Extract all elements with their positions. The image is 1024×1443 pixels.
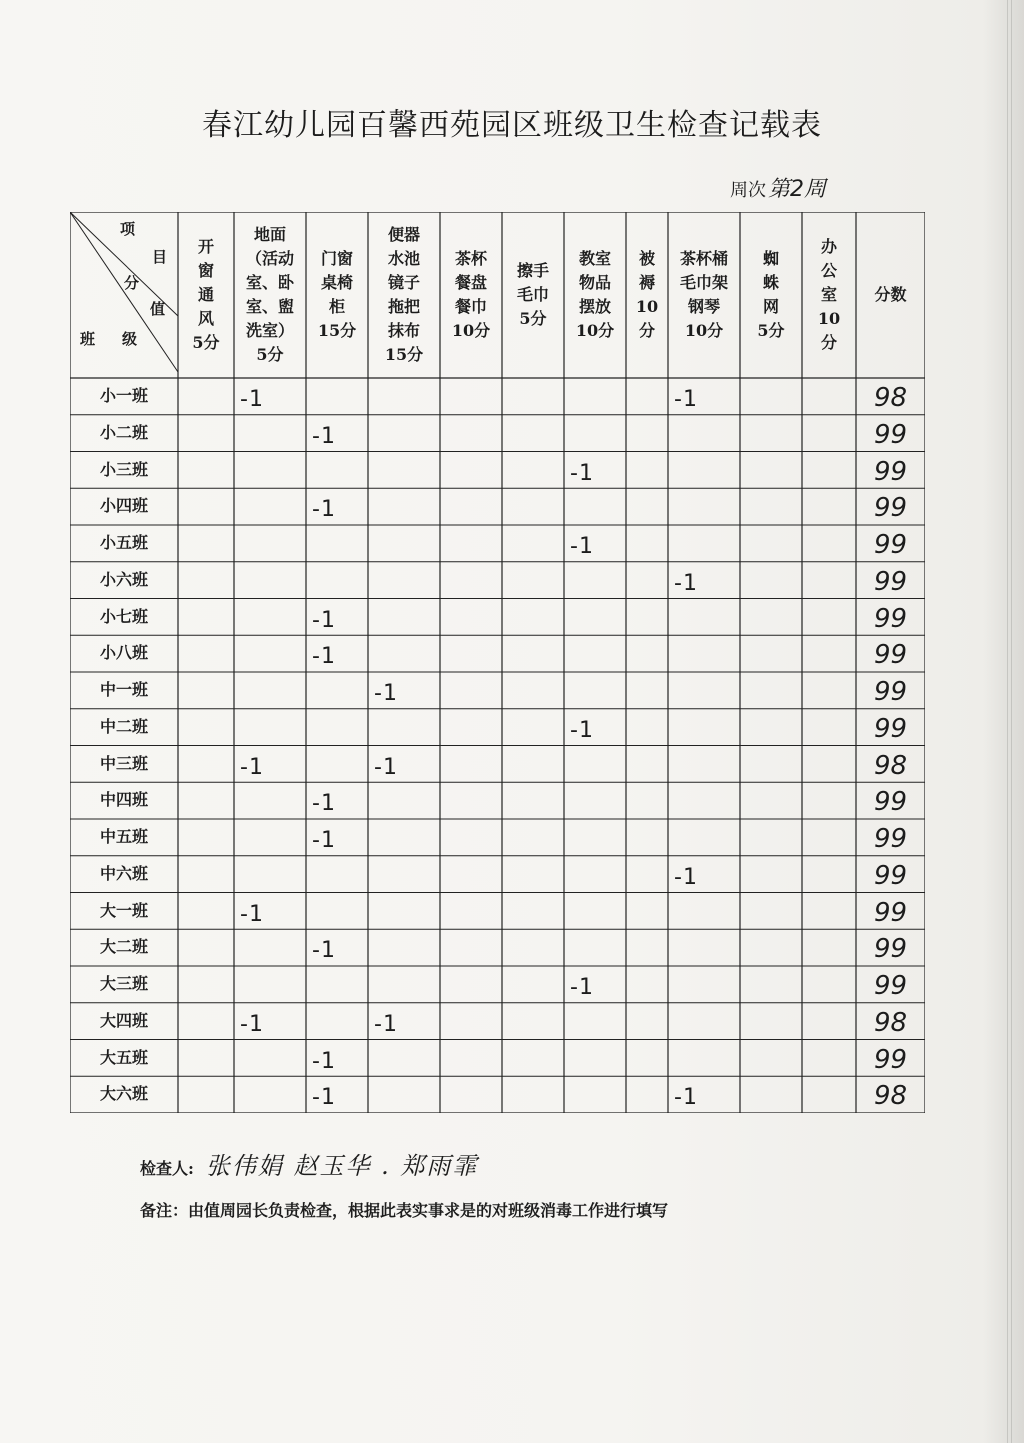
column-header-line: 公 xyxy=(820,261,837,280)
score-cell: 98 xyxy=(873,1081,908,1112)
column-header-line: 5分 xyxy=(519,309,547,328)
score-cell: 99 xyxy=(873,530,908,560)
deduction-mark: -1 xyxy=(240,754,264,780)
column-header-line: 室、盥 xyxy=(245,297,294,316)
column-header-line: 洗室） xyxy=(245,321,294,340)
column-header-line: 15分 xyxy=(384,345,424,364)
score-cell: 99 xyxy=(873,1044,908,1075)
score-cell: 99 xyxy=(873,493,908,524)
deduction-mark: -1 xyxy=(312,938,336,964)
deduction-mark: -1 xyxy=(570,717,594,743)
column-header xyxy=(626,247,668,343)
column-header-line: 镜子 xyxy=(387,273,420,292)
column-header-line: 拖把 xyxy=(387,297,420,316)
deduction-mark: -1 xyxy=(312,1048,336,1074)
corner-ji: 级 xyxy=(122,330,138,348)
score-cell: 99 xyxy=(873,566,908,597)
column-header-line: 地面 xyxy=(253,225,286,244)
column-header-line: 擦手 xyxy=(516,261,549,280)
deduction-mark: -1 xyxy=(312,791,336,817)
class-name-cell: 中六班 xyxy=(99,863,148,883)
deduction-mark: -1 xyxy=(374,754,398,780)
deduction-mark: -1 xyxy=(374,1011,398,1037)
corner-zhi: 值 xyxy=(150,300,166,318)
week-label: 周次 xyxy=(730,180,766,201)
class-name-cell: 中三班 xyxy=(99,753,148,773)
column-header-line: 餐盘 xyxy=(454,273,487,292)
column-header-line: 开 xyxy=(197,237,214,256)
page-title: 春江幼儿园百馨西苑园区班级卫生检查记载表 xyxy=(202,108,822,143)
score-cell: 98 xyxy=(873,750,908,781)
deduction-mark: -1 xyxy=(312,497,336,523)
score-cell: 99 xyxy=(873,640,908,671)
class-name-cell: 大六班 xyxy=(99,1084,148,1104)
column-header-line: 办 xyxy=(820,237,837,256)
column-header-line: 便器 xyxy=(387,225,420,244)
class-name-cell: 大四班 xyxy=(99,1010,148,1030)
column-header xyxy=(856,283,925,307)
score-cell: 98 xyxy=(873,1007,908,1038)
column-header-line: 褥 xyxy=(638,273,655,292)
column-header-line: 被 xyxy=(638,249,655,268)
column-header-line: 风 xyxy=(197,309,214,328)
class-name-cell: 小一班 xyxy=(99,386,148,405)
class-name-cell: 小三班 xyxy=(99,459,148,479)
column-header-line: 室 xyxy=(820,285,837,304)
class-name-cell: 中二班 xyxy=(99,716,148,736)
deduction-mark: -1 xyxy=(674,387,698,412)
column-header xyxy=(668,247,740,343)
column-header-line: 10 xyxy=(817,309,841,328)
class-name-cell: 小四班 xyxy=(99,496,148,516)
class-name-cell: 大五班 xyxy=(99,1047,148,1067)
deduction-mark: -1 xyxy=(570,534,594,559)
class-name-cell: 小五班 xyxy=(99,533,148,552)
class-name-cell: 小七班 xyxy=(99,606,148,626)
class-name-cell: 大一班 xyxy=(99,900,148,920)
column-header-line: 物品 xyxy=(578,273,611,292)
column-header-line: 蛛 xyxy=(762,273,779,292)
corner-fen: 分 xyxy=(124,274,140,292)
column-header xyxy=(564,247,626,343)
column-header xyxy=(502,259,564,331)
column-header-line: 室、卧 xyxy=(245,273,294,292)
column-header-line: 网 xyxy=(762,297,779,316)
column-header-line: （活动 xyxy=(245,249,294,268)
column-header-line: 钢琴 xyxy=(687,297,720,316)
column-header-line: 抹布 xyxy=(387,321,420,340)
class-name-cell: 中一班 xyxy=(99,680,148,699)
deduction-mark: -1 xyxy=(674,864,698,890)
inspector-line xyxy=(140,1146,478,1181)
score-cell: 99 xyxy=(873,419,908,450)
column-header-line: 柜 xyxy=(328,297,345,316)
column-header-line: 5分 xyxy=(757,321,785,340)
column-header-line: 蜘 xyxy=(762,249,779,268)
column-header-line: 窗 xyxy=(197,261,214,280)
column-header-line: 10分 xyxy=(684,321,724,340)
column-header xyxy=(802,235,856,355)
column-header-line: 5分 xyxy=(192,333,220,352)
column-header xyxy=(306,247,368,343)
column-header xyxy=(234,223,306,367)
deduction-mark: -1 xyxy=(312,828,336,853)
column-header xyxy=(740,247,802,343)
column-header-line: 教室 xyxy=(578,249,611,268)
column-header-line: 10分 xyxy=(575,321,615,340)
column-header xyxy=(178,235,234,355)
deduction-mark: -1 xyxy=(312,644,336,670)
deduction-mark: -1 xyxy=(312,423,336,449)
inspection-table xyxy=(70,212,925,1113)
column-header-line: 分 xyxy=(638,321,655,340)
inspector-signatures: 张伟娟 赵玉华 . 郑雨霏 xyxy=(205,1152,479,1180)
score-cell: 99 xyxy=(873,787,908,818)
deduction-mark: -1 xyxy=(240,901,264,927)
corner-item: 项 xyxy=(120,220,136,238)
deduction-mark: -1 xyxy=(312,607,336,633)
score-cell: 99 xyxy=(873,603,908,634)
deduction-mark: -1 xyxy=(570,975,594,1000)
week-field xyxy=(730,172,826,203)
score-cell: 99 xyxy=(873,824,908,854)
column-header-line: 10 xyxy=(635,297,659,316)
score-cell: 99 xyxy=(873,934,908,965)
column-header-line: 茶杯 xyxy=(454,249,487,268)
column-header-line: 分 xyxy=(820,333,837,352)
corner-mu: 目 xyxy=(152,248,168,266)
column-header-line: 5分 xyxy=(256,345,284,364)
deduction-mark: -1 xyxy=(570,460,594,486)
deduction-mark: -1 xyxy=(674,570,698,596)
deduction-mark: -1 xyxy=(374,681,398,706)
class-name-cell: 小二班 xyxy=(99,422,148,442)
column-header-line: 门窗 xyxy=(320,249,353,268)
deduction-mark: -1 xyxy=(674,1085,698,1111)
paper-edge xyxy=(1004,0,1014,1443)
column-header-line: 毛巾 xyxy=(516,285,549,304)
column-header xyxy=(440,247,502,343)
score-cell: 99 xyxy=(873,677,908,707)
score-cell: 99 xyxy=(873,713,908,744)
class-name-cell: 中五班 xyxy=(99,827,148,846)
remark-note: 备注：由值周园长负责检查，根据此表实事求是的对班级消毒工作进行填写 xyxy=(140,1201,669,1220)
score-cell: 98 xyxy=(873,383,908,413)
column-header-line: 餐巾 xyxy=(454,297,487,316)
column-header-line: 水池 xyxy=(387,249,420,268)
week-value: 第2周 xyxy=(768,177,826,202)
deduction-mark: -1 xyxy=(312,1085,336,1111)
column-header-line: 毛巾架 xyxy=(679,273,728,292)
class-name-cell: 小六班 xyxy=(99,569,148,589)
inspector-label: 检查人: xyxy=(140,1159,194,1178)
column-header xyxy=(368,223,440,367)
column-header-line: 分数 xyxy=(874,285,907,304)
class-name-cell: 大二班 xyxy=(99,937,148,957)
score-cell: 99 xyxy=(873,456,908,487)
deduction-mark: -1 xyxy=(240,387,264,412)
class-name-cell: 中四班 xyxy=(99,790,148,810)
class-name-cell: 小八班 xyxy=(99,643,148,663)
class-name-cell: 大三班 xyxy=(99,974,148,993)
score-cell: 99 xyxy=(873,860,908,891)
column-header-line: 10分 xyxy=(451,321,491,340)
score-cell: 99 xyxy=(873,897,908,928)
column-header-line: 15分 xyxy=(317,321,357,340)
column-header-line: 摆放 xyxy=(578,297,611,316)
score-cell: 99 xyxy=(873,971,908,1001)
corner-ban: 班 xyxy=(80,330,96,348)
deduction-mark: -1 xyxy=(240,1011,264,1037)
column-header-line: 桌椅 xyxy=(320,273,353,292)
column-header-line: 茶杯桶 xyxy=(679,249,728,268)
column-header-line: 通 xyxy=(197,285,214,304)
